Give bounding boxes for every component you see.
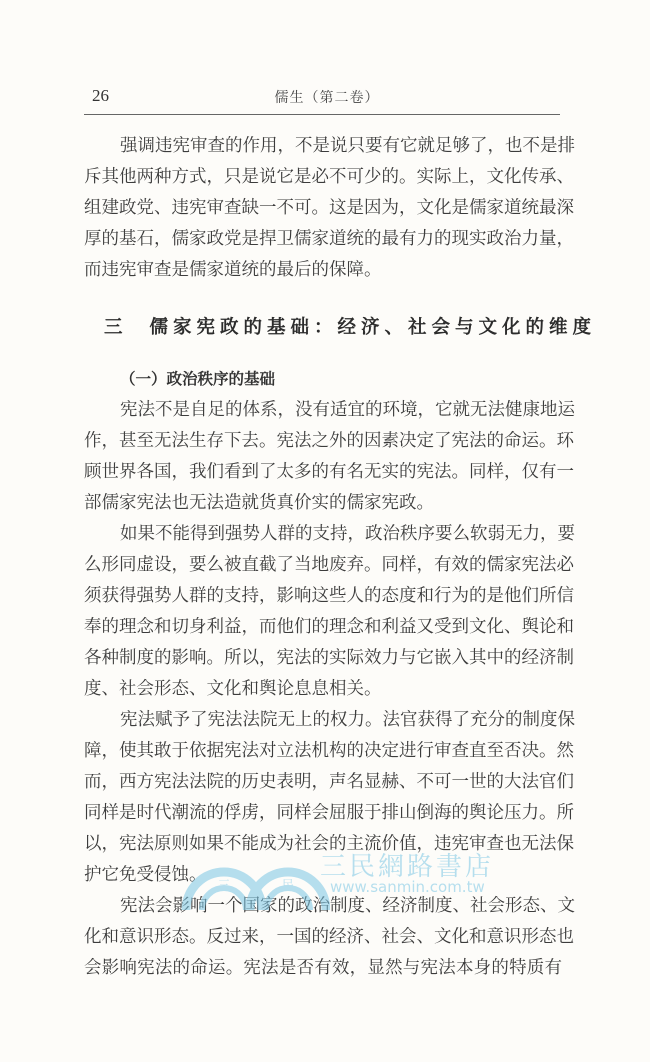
subsection-heading: （一）政治秩序的基础 — [120, 370, 276, 388]
text-line: 顾世界各国，我们看到了太多的有名无实的宪法。同样，仅有一 — [84, 462, 574, 482]
header-rule — [84, 114, 560, 115]
text-line: 各种制度的影响。所以，宪法的实际效力与它嵌入其中的经济制 — [84, 648, 574, 668]
text-line: 而违宪审查是儒家道统的最后的保障。 — [84, 260, 382, 280]
text-line: 护它免受侵蚀。 — [84, 865, 207, 885]
text-line: 同样是时代潮流的俘虏，同样会屈服于排山倒海的舆论压力。所 — [84, 803, 574, 823]
text-line: 障，使其敢于依据宪法对立法机构的决定进行审查直至否决。然 — [84, 741, 574, 761]
watermark-label: 民 — [282, 878, 295, 892]
text-line: 须获得强势人群的支持，影响这些人的态度和行为的是他们所信 — [84, 586, 574, 606]
text-line: 奉的理念和切身利益，而他们的理念和利益又受到文化、舆论和 — [84, 617, 574, 637]
text-line: 么形同虚设，要么被直截了当地废弃。同样，有效的儒家宪法必 — [84, 555, 574, 575]
text-line: 作，甚至无法生存下去。宪法之外的因素决定了宪法的命运。环 — [84, 431, 574, 451]
text-line: 宪法赋予了宪法法院无上的权力。法官获得了充分的制度保 — [120, 710, 575, 730]
book-title: 儒生（第二卷） — [274, 90, 380, 106]
section-title: 儒家宪政的基础：经济、社会与文化的维度 — [149, 317, 597, 338]
text-line: 宪法会影响一个国家的政治制度、经济制度、社会形态、文 — [120, 896, 575, 916]
watermark-url: www.sanmin.com.tw — [330, 878, 485, 896]
text-line: 斥其他两种方式，只是说它是必不可少的。实际上，文化传承、 — [84, 167, 574, 187]
text-line: 如果不能得到强势人群的支持，政治秩序要么软弱无力，要 — [120, 524, 575, 544]
body-text — [84, 131, 597, 984]
text-line: 强调违宪审查的作用，不是说只要有它就足够了，也不是排 — [120, 136, 575, 156]
text-line: 宪法不是自足的体系，没有适宜的环境，它就无法健康地运 — [120, 400, 575, 420]
text-line: 厚的基石，儒家政党是捍卫儒家道统的最有力的现实政治力量， — [84, 229, 574, 249]
paragraph — [84, 705, 575, 891]
paragraph — [84, 519, 575, 705]
page-number: 26 — [92, 86, 109, 105]
paragraph — [84, 891, 575, 984]
running-head — [92, 86, 562, 110]
watermark-label: 三 — [218, 878, 231, 892]
text-line: 以，宪法原则如果不能成为社会的主流价值，违宪审查也无法保 — [84, 834, 574, 854]
text-line: 组建政党、违宪审查缺一不可。这是因为，文化是儒家道统最深 — [84, 198, 574, 218]
paragraph — [84, 395, 575, 519]
paragraph — [84, 131, 575, 286]
text-line: 而，西方宪法法院的历史表明，声名显赫、不可一世的大法官们 — [84, 772, 574, 792]
text-line: 化和意识形态。反过来，一国的经济、社会、文化和意识形态也 — [84, 927, 574, 947]
section-number: 三 — [104, 317, 128, 338]
watermark-name: 三民網路書店 — [320, 852, 495, 882]
section-heading — [84, 312, 597, 346]
text-line: 度、社会形态、文化和舆论息息相关。 — [84, 679, 382, 699]
text-line: 会影响宪法的命运。宪法是否有效，显然与宪法本身的特质有 — [84, 958, 562, 978]
text-line: 部儒家宪法也无法造就货真价实的儒家宪政。 — [84, 493, 434, 513]
